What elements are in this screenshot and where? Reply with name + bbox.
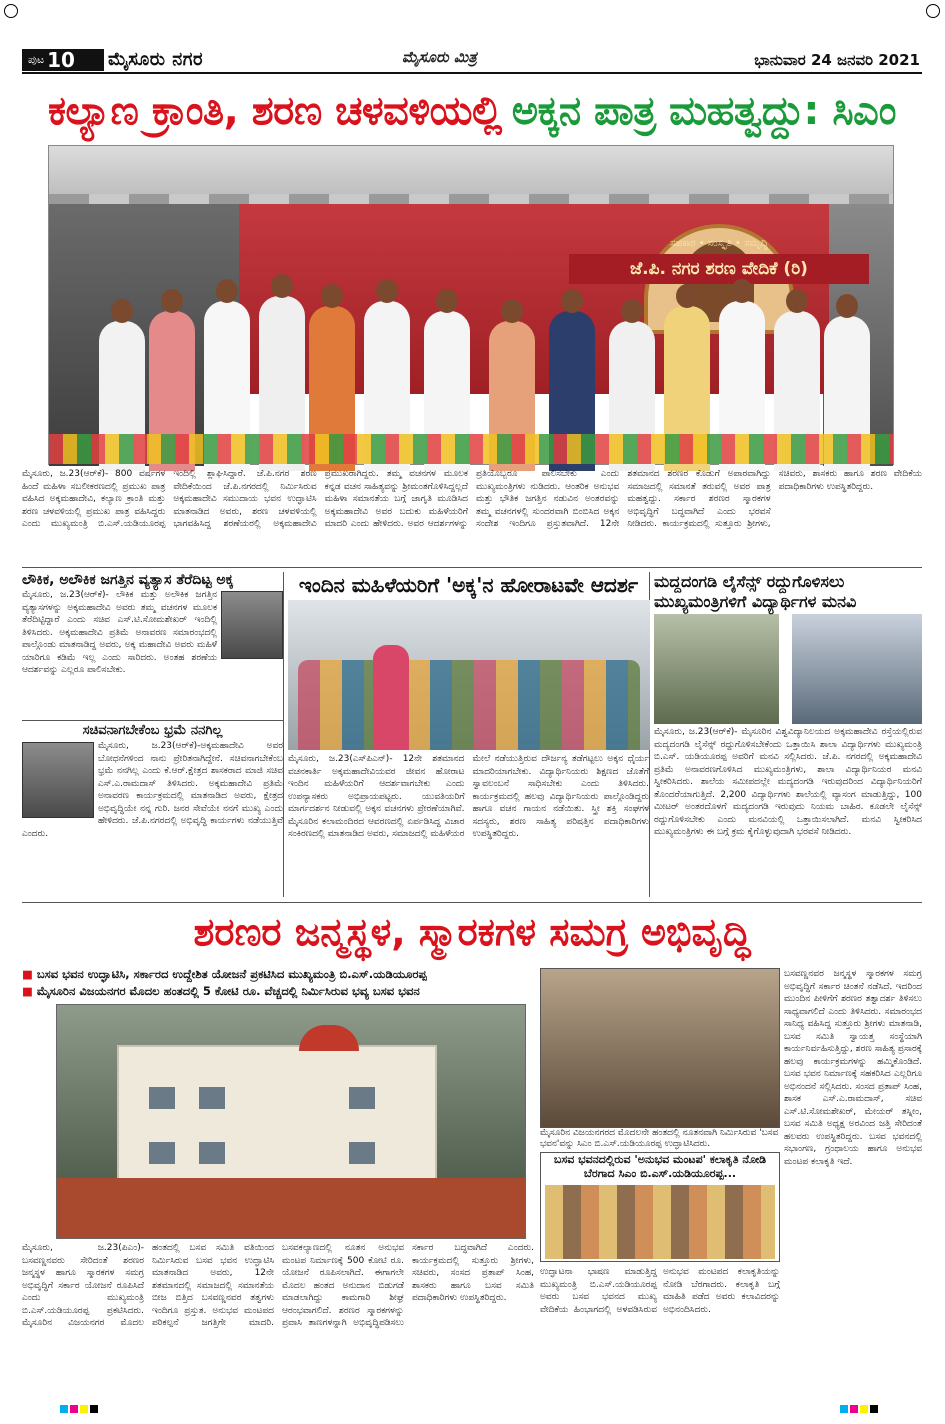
- main-headline: [22, 80, 922, 142]
- registration-mark: [4, 4, 18, 18]
- section-name: ಮೈಸೂರು ನಗರ: [108, 49, 204, 70]
- window: [199, 1087, 225, 1109]
- window: [149, 1142, 175, 1164]
- inset-body: ಉದ್ಘಾಟನಾ ಭಾಷಣ ಮಾಡುತ್ತಿದ್ದ ಮುಖ್ಯಮಂತ್ರಿ ಬಿ.ಎಸ್.ಯಡಿಯೂರಪ್ಪ ಅವರು ಬಸವ ಭವನದ ಮುಖ್ಯ ವೇದಿಕೆಯ ಹಿಂಭಾಗದಲ್ಲಿ ಅಳವಡಿಸಿರುವ ಅನುಭವ ಮಂಟಪದ ಕಲಾಕೃತಿಯನ್ನು ನೋಡಿ ಬೆರಗಾದರು. ಕಲಾಕೃತಿ ಬಗ್ಗೆ ಮಾಹಿತಿ ಪಡೆದ ಅವರು ಕಲಾವಿದರನ್ನು ಅಭಿನಂದಿಸಿದರು.: [540, 1267, 780, 1315]
- page-badge: [22, 49, 104, 71]
- students-photo: [288, 600, 650, 750]
- highlight-bullets: [22, 966, 532, 1000]
- story-left-body: ಮೈಸೂರು, ಜ.23(ಆರ್‌ಕೆ)- ಲೌಕಿಕ ಮತ್ತು ಅಲೌಕಿಕ ಜಗತ್ತಿನ ವ್ಯತ್ಯಾಸಗಳನ್ನು ಅಕ್ಕಮಹಾದೇವಿ ಅವರು ತಮ್ಮ ವಚನಗಳ ಮೂಲಕ ತೆರೆದಿಟ್ಟಿದ್ದಾರೆ ಎಂದು ಸಚಿವ ಎಸ್.ಟಿ.ಸೋಮಶೇಖರ್ ಇಂದಿಲ್ಲಿ ತಿಳಿಸಿದರು. ಅಕ್ಕಮಹಾದೇವಿ ಪ್ರತಿಮೆ ಅನಾವರಣ ಸಮಾರಂಭದಲ್ಲಿ ಪಾಲ್ಗೊಂಡು ಮಾತನಾಡಿದ್ದ ಅವರು, ಅಕ್ಕ ಮಹಾದೇವಿ ಅವರು ಮಹಿಳೆ ಯಾರಿಗೂ ಕಡಿಮೆ ಇಲ್ಲ ಎಂದು ಸಾರಿದರು. ಅಂತಹ ಶರಣೆಯ ಆದರ್ಶವನ್ನು ಎಲ್ಲರೂ ಪಾಲಿಸಬೇಕು.: [22, 590, 217, 675]
- anubhava-mantapa-box: [540, 1152, 780, 1262]
- basava-bhavan-photo: [56, 1004, 526, 1239]
- story-middle-body: ಮೈಸೂರು, ಜ.23(ಎಸ್‌ಪಿಎನ್)- 12ನೇ ಶತಮಾನದ ವಚನಕಾರ್ತಿ ಅಕ್ಕಮಹಾದೇವಿಯವರ ಜೀವನ ಹೋರಾಟ ಇಂದಿನ ಮಹಿಳೆಯರಿಗೆ ಆದರ್ಶವಾಗಬೇಕು ಎಂದು ಉಪನ್ಯಾಸಕರು ಅಭಿಪ್ರಾಯಪಟ್ಟರು. ಯುವತಿಯರಿಗೆ ಮಾರ್ಗದರ್ಶನ ನೀಡುವಲ್ಲಿ ಅಕ್ಕನ ವಚನಗಳು ಪ್ರೇರಣೆಯಾಗಿವೆ. ಮೈಸೂರಿನ ಕಲಾಮಂದಿರದ ಆವರಣದಲ್ಲಿ ಏರ್ಪಡಿಸಿದ್ದ ವಿಚಾರ ಸಂಕಿರಣದಲ್ಲಿ ಮಾತನಾಡಿದ ಅವರು, ಸಮಾಜದಲ್ಲಿ ಮಹಿಳೆಯರ ಮೇಲೆ ನಡೆಯುತ್ತಿರುವ ದೌರ್ಜನ್ಯ ತಡೆಗಟ್ಟಲು ಅಕ್ಕನ ಧೈರ್ಯ ಮಾದರಿಯಾಗಬೇಕು. ವಿದ್ಯಾರ್ಥಿನಿಯರು ಶಿಕ್ಷಣದ ಜೊತೆಗೆ ಸ್ವಾವಲಂಬನೆ ಸಾಧಿಸಬೇಕು ಎಂದು ತಿಳಿಸಿದರು. ಕಾರ್ಯಕ್ರಮದಲ್ಲಿ ಹಲವು ವಿದ್ಯಾರ್ಥಿನಿಯರು ಪಾಲ್ಗೊಂಡಿದ್ದರು ಹಾಗೂ ವಚನ ಗಾಯನ ನಡೆಯಿತು. ಸ್ತ್ರೀ ಶಕ್ತಿ ಸಂಘಗಳ ಸದಸ್ಯರು, ಶರಣ ಸಾಹಿತ್ಯ ಪರಿಷತ್ತಿನ ಪದಾಧಿಕಾರಿಗಳು ಉಪಸ್ಥಿತರಿದ್ದರು.: [288, 754, 649, 839]
- window: [149, 1087, 175, 1109]
- stage-banner: ಜೆ.ಪಿ. ನಗರ ಶರಣ ವೇದಿಕೆ (ರಿ): [569, 254, 869, 284]
- registration-mark: [926, 4, 940, 18]
- right-column-text: ಬಸವಣ್ಣನವರ ಜನ್ಮಸ್ಥಳ ಸ್ಮಾರಕಗಳ ಸಮಗ್ರ ಅಭಿವೃದ್ಧಿಗೆ ಸರ್ಕಾರ ಚಿಂತನೆ ನಡೆಸಿದೆ. ಇದರಿಂದ ಮುಂದಿನ ಪೀಳಿಗೆಗೆ ಶರಣರ ತತ್ವಾದರ್ಶ ತಿಳಿಸಲು ಸಾಧ್ಯವಾಗಲಿದೆ ಎಂದು ತಿಳಿಸಿದರು. ಸಮಾರಂಭದ ಸಾನಿಧ್ಯ ವಹಿಸಿದ್ದ ಸುತ್ತೂರು ಶ್ರೀಗಳು ಮಾತನಾಡಿ, ಬಸವ ಸಮಿತಿ ಸ್ವಾಯತ್ತ ಸಂಸ್ಥೆಯಾಗಿ ಕಾರ್ಯನಿರ್ವಹಿಸುತ್ತಿದ್ದು, ಶರಣ ಸಾಹಿತ್ಯ ಪ್ರಸಾರಕ್ಕೆ ಹಲವು ಕಾರ್ಯಕ್ರಮಗಳನ್ನು ಹಮ್ಮಿಕೊಂಡಿದೆ. ಬಸವ ಭವನ ನಿರ್ಮಾಣಕ್ಕೆ ಸಹಕರಿಸಿದ ಎಲ್ಲರಿಗೂ ಅಭಿನಂದನೆ ಸಲ್ಲಿಸಿದರು. ಸಂಸದ ಪ್ರತಾಪ್ ಸಿಂಹ, ಶಾಸಕ ಎಸ್.ಎ.ರಾಮದಾಸ್, ಸಚಿವ ಎಸ್.ಟಿ.ಸೋಮಶೇಖರ್, ಮೇಯರ್ ತಸ್ನೀಂ, ಬಸವ ಸಮಿತಿ ಅಧ್ಯಕ್ಷ ಅರವಿಂದ ಜತ್ತಿ ಸೇರಿದಂತೆ ಹಲವರು ಉಪಸ್ಥಿತರಿದ್ದರು. ಬಸವ ಭವನದಲ್ಲಿ ಸಭಾಂಗಣ, ಗ್ರಂಥಾಲಯ ಹಾಗೂ ಅನುಭವ ಮಂಟಪ ಕಲಾಕೃತಿ ಇದೆ.: [784, 969, 922, 1167]
- story-right-headline: ಮದ್ದದಂಗಡಿ ಲೈಸೆನ್ಸ್ ರದ್ದುಗೊಳಿಸಲು ಮುಖ್ಯಮಂತ್ರಿಗಳಿಗೆ ವಿದ್ಯಾರ್ಥಿಗಳ ಮನವಿ: [654, 572, 857, 611]
- bullet-item: ■ ಬಸವ ಭವನ ಉದ್ಘಾಟಿಸಿ, ಸರ್ಕಾರದ ಉದ್ದೇಶಿತ ಯೋಜನೆ ಪ್ರಕಟಿಸಿದ ಮುಖ್ಯಮಂತ್ರಿ ಬಿ.ಎಸ್.ಯಡಿಯೂರಪ್ಪ: [22, 966, 532, 983]
- story-middle: [288, 572, 650, 897]
- students-group: [298, 660, 640, 750]
- building-dome: [299, 1025, 359, 1051]
- story-left: [22, 572, 284, 897]
- tent-canopy: [49, 146, 893, 204]
- anubhava-mantapa-artwork: [545, 1185, 775, 1259]
- second-headline: ಶರಣರ ಜನ್ಮಸ್ಥಳ, ಸ್ಮಾರಕಗಳ ಸಮಗ್ರ ಅಭಿವೃದ್ಧಿ: [22, 902, 922, 962]
- story-middle-headline: ಇಂದಿನ ಮಹಿಳೆಯರಿಗೆ 'ಅಕ್ಕ'ನ ಹೋರಾಟವೇ ಆದರ್ಶ: [298, 573, 639, 597]
- building: [117, 1045, 437, 1195]
- lead-story-text: ಮೈಸೂರು, ಜ.23(ಆರ್‌ಕೆ)- 800 ವರ್ಷಗಳ ಹಿಂದೆ ಮಹಿಳಾ ಸಬಲೀಕರಣದಲ್ಲಿ ಪ್ರಮುಖ ಪಾತ್ರ ವಹಿಸಿದ ಅಕ್ಕಮಹಾದೇವಿ, ಕಲ್ಯಾಣ ಕ್ರಾಂತಿ ಮತ್ತು ಶರಣ ಚಳವಳಿಯಲ್ಲಿ ಪ್ರಮುಖ ಪಾತ್ರ ವಹಿಸಿದ್ದರು ಎಂದು ಮುಖ್ಯಮಂತ್ರಿ ಬಿ.ಎಸ್.ಯಡಿಯೂರಪ್ಪ ಇಂದಿಲ್ಲಿ ಶ್ಲಾಘಿಸಿದ್ದಾರೆ. ಜೆ.ಪಿ.ನಗರ ಶರಣ ವೇದಿಕೆಯಿಂದ ಜೆ.ಪಿ.ನಗರದಲ್ಲಿ ನಿರ್ಮಿಸಿರುವ ಅಕ್ಕಮಹಾದೇವಿ ಸಮುದಾಯ ಭವನ ಉದ್ಘಾಟಿಸಿ ಮಾತನಾಡಿದ ಅವರು, ಶರಣ ಚಳವಳಿಯಲ್ಲಿ ಭಾಗವಹಿಸಿದ್ದ ಶರಣೆಯರಲ್ಲಿ ಅಕ್ಕಮಹಾದೇವಿ ಪ್ರಮುಖರಾಗಿದ್ದರು. ತಮ್ಮ ವಚನಗಳ ಮೂಲಕ ಕನ್ನಡ ವಚನ ಸಾಹಿತ್ಯವನ್ನು ಶ್ರೀಮಂತಗೊಳಿಸಿದ್ದಲ್ಲದೆ ಮಹಿಳಾ ಸಮಾನತೆಯ ಬಗ್ಗೆ ಜಾಗೃತಿ ಮೂಡಿಸಿದ ಅಕ್ಕಮಹಾದೇವಿ ಅವರ ಬದುಕು ಮಹಿಳೆಯರಿಗೆ ಮಾದರಿ ಎಂದು ಹೇಳಿದರು. ಅವರ ಆದರ್ಶಗಳನ್ನು ಪ್ರತಿಯೊಬ್ಬರೂ ಪಾಲಿಸಬೇಕು ಎಂದು ಮುಖ್ಯಮಂತ್ರಿಗಳು ನುಡಿದರು. ಆಂತರಿಕ ಅನುಭವ ಮತ್ತು ಭೌತಿಕ ಜಗತ್ತಿನ ನಡುವಿನ ಅಂತರವನ್ನು ತಮ್ಮ ವಚನಗಳಲ್ಲಿ ಸುಂದರವಾಗಿ ಬಿಂಬಿಸಿದ ಅಕ್ಕನ ಸಂದೇಶ ಇಂದಿಗೂ ಪ್ರಸ್ತುತವಾಗಿದೆ. 12ನೇ ಶತಮಾನದ ಶರಣರ ಕೊಡುಗೆ ಅಪಾರವಾಗಿದ್ದು ಸಮಾಜದಲ್ಲಿ ಸಮಾನತೆ ತರುವಲ್ಲಿ ಅವರ ಪಾತ್ರ ಮಹತ್ವದ್ದು. ಸರ್ಕಾರ ಶರಣರ ಸ್ಮಾರಕಗಳ ಅಭಿವೃದ್ಧಿಗೆ ಬದ್ಧವಾಗಿದೆ ಎಂದು ಭರವಸೆ ನೀಡಿದರು. ಕಾರ್ಯಕ್ರಮದಲ್ಲಿ ಸುತ್ತೂರು ಶ್ರೀಗಳು, ಸಚಿವರು, ಶಾಸಕರು ಹಾಗೂ ಶರಣ ವೇದಿಕೆಯ ಪದಾಧಿಕಾರಿಗಳು ಉಪಸ್ಥಿತರಿದ್ದರು.: [22, 468, 922, 568]
- issue-date: ಭಾನುವಾರ 24 ಜನವರಿ 2021: [754, 51, 920, 69]
- color-bar: [840, 1405, 878, 1413]
- main-headline-part1: ಕಲ್ಯಾಣ ಕ್ರಾಂತಿ, ಶರಣ ಚಳವಳಿಯಲ್ಲಿ: [47, 88, 502, 134]
- window: [349, 1087, 375, 1109]
- window: [349, 1142, 375, 1164]
- inauguration-caption: ಮೈಸೂರಿನ ವಿಜಯನಗರದ ಮೊದಲನೇ ಹಂತದಲ್ಲಿ ನೂತನವಾಗಿ ನಿರ್ಮಿಸಿರುವ 'ಬಸವ ಭವನ'ವನ್ನು ಸಿಎಂ ಬಿ.ಎಸ್.ಯಡಿಯೂರಪ್ಪ ಉದ್ಘಾಟಿಸಿದರು.: [540, 1128, 779, 1149]
- color-bar: [60, 1405, 98, 1413]
- story-left-body-2: ಮೈಸೂರು, ಜ.23(ಆರ್‌ಕೆ)-ಅಕ್ಕಮಹಾದೇವಿ ಅವರ ಬೋಧನೆಗಳಿಂದ ನಾನು ಪ್ರೇರಿತನಾಗಿದ್ದೇನೆ. ಸಚಿವನಾಗಬೇಕೆಂಬ ಭ್ರಮೆ ನನಗಿಲ್ಲ ಎಂದು ಕೆ.ಆರ್.ಕ್ಷೇತ್ರದ ಶಾಸಕರಾದ ಮಾಜಿ ಸಚಿವ ಎಸ್.ಎ.ರಾಮದಾಸ್ ತಿಳಿಸಿದರು. ಅಕ್ಕಮಹಾದೇವಿ ಪ್ರತಿಮೆ ಅನಾವರಣ ಕಾರ್ಯಕ್ರಮದಲ್ಲಿ ಮಾತನಾಡಿದ ಅವರು, ಕ್ಷೇತ್ರದ ಅಭಿವೃದ್ಧಿಯೇ ನನ್ನ ಗುರಿ. ಜನರ ಸೇವೆಯೇ ನನಗೆ ಮುಖ್ಯ ಎಂದು ಹೇಳಿದರು. ಜೆ.ಪಿ.ನಗರದಲ್ಲಿ ಅಭಿವೃದ್ಧಿ ಕಾರ್ಯಗಳು ನಡೆಯುತ್ತಿವೆ ಎಂದರು.: [22, 741, 283, 839]
- masthead: [22, 46, 922, 74]
- page-number: 10: [47, 48, 75, 72]
- main-headline-part2: ಅಕ್ಕನ ಪಾತ್ರ ಮಹತ್ವದ್ದು: ಸಿಎಂ: [511, 88, 896, 134]
- speaker-figure: [373, 645, 409, 750]
- inauguration-photo: [540, 968, 780, 1128]
- basava-story-body: ಮೈಸೂರು, ಜ.23(ಪಿಎಂ)- ಬಸವಣ್ಣನವರು ಸೇರಿದಂತೆ ಶರಣರ ಜನ್ಮಸ್ಥಳ ಹಾಗೂ ಸ್ಮಾರಕಗಳ ಸಮಗ್ರ ಅಭಿವೃದ್ಧಿಗೆ ಸರ್ಕಾರ ಯೋಜನೆ ರೂಪಿಸಿದೆ ಎಂದು ಮುಖ್ಯಮಂತ್ರಿ ಬಿ.ಎಸ್.ಯಡಿಯೂರಪ್ಪ ಪ್ರಕಟಿಸಿದರು. ಮೈಸೂರಿನ ವಿಜಯನಗರ ಮೊದಲ ಹಂತದಲ್ಲಿ ಬಸವ ಸಮಿತಿ ವತಿಯಿಂದ ನಿರ್ಮಿಸಿರುವ ಬಸವ ಭವನ ಉದ್ಘಾಟಿಸಿ ಮಾತನಾಡಿದ ಅವರು, 12ನೇ ಶತಮಾನದಲ್ಲಿ ಸಮಾಜದಲ್ಲಿ ಸಮಾನತೆಯ ಬೀಜ ಬಿತ್ತಿದ ಬಸವಣ್ಣನವರ ತತ್ವಗಳು ಇಂದಿಗೂ ಪ್ರಸ್ತುತ. ಅನುಭವ ಮಂಟಪದ ಪರಿಕಲ್ಪನೆ ಜಗತ್ತಿಗೇ ಮಾದರಿ. ಬಸವಕಲ್ಯಾಣದಲ್ಲಿ ನೂತನ ಅನುಭವ ಮಂಟಪ ನಿರ್ಮಾಣಕ್ಕೆ 500 ಕೋಟಿ ರೂ. ಯೋಜನೆ ರೂಪಿಸಲಾಗಿದೆ. ಈಗಾಗಲೇ ಮೊದಲ ಹಂತದ ಅನುದಾನ ಬಿಡುಗಡೆ ಮಾಡಲಾಗಿದ್ದು ಕಾಮಗಾರಿ ಶೀಘ್ರ ಆರಂಭವಾಗಲಿದೆ. ಶರಣರ ಸ್ಮಾರಕಗಳನ್ನು ಪ್ರವಾಸಿ ತಾಣಗಳನ್ನಾಗಿ ಅಭಿವೃದ್ಧಿಪಡಿಸಲು ಸರ್ಕಾರ ಬದ್ಧವಾಗಿದೆ ಎಂದರು. ಕಾರ್ಯಕ್ರಮದಲ್ಲಿ ಸುತ್ತೂರು ಶ್ರೀಗಳು, ಸಚಿವರು, ಸಂಸದ ಪ್ರತಾಪ್ ಸಿಂಹ, ಶಾಸಕರು ಹಾಗೂ ಬಸವ ಸಮಿತಿ ಪದಾಧಿಕಾರಿಗಳು ಉಪಸ್ಥಿತರಿದ್ದರು.: [22, 1243, 534, 1328]
- story-right-body: ಮೈಸೂರು, ಜ.23(ಆರ್‌ಕೆ)- ಮೈಸೂರಿನ ವಿಶ್ವವಿದ್ಯಾನಿಲಯದ ಅಕ್ಕಮಹಾದೇವಿ ರಸ್ತೆಯಲ್ಲಿರುವ ಮದ್ಯದಂಗಡಿ ಲೈಸೆನ್ಸ್ ರದ್ದುಗೊಳಿಸಬೇಕೆಂದು ಒತ್ತಾಯಿಸಿ ಶಾಲಾ ವಿದ್ಯಾರ್ಥಿಗಳು ಮುಖ್ಯಮಂತ್ರಿ ಬಿ.ಎಸ್. ಯಡಿಯೂರಪ್ಪ ಅವರಿಗೆ ಮನವಿ ಸಲ್ಲಿಸಿದರು. ಜೆ.ಪಿ. ನಗರದಲ್ಲಿ ಅಕ್ಕಮಹಾದೇವಿ ಪ್ರತಿಮೆ ಅನಾವರಣಗೊಳಿಸಿದ ಮುಖ್ಯಮಂತ್ರಿಗಳು, ಶಾಲಾ ವಿದ್ಯಾರ್ಥಿನಿಯರ ಮನವಿ ಸ್ವೀಕರಿಸಿದರು. ಶಾಲೆಯ ಸಮೀಪದಲ್ಲೇ ಮದ್ಯದಂಗಡಿ ಇರುವುದರಿಂದ ವಿದ್ಯಾರ್ಥಿನಿಯರಿಗೆ ತೊಂದರೆಯಾಗುತ್ತಿದೆ. 2,200 ವಿದ್ಯಾರ್ಥಿಗಳು ಶಾಲೆಯಲ್ಲಿ ವ್ಯಾಸಂಗ ಮಾಡುತ್ತಿದ್ದು, 100 ಮೀಟರ್ ಅಂತರದೊಳಗೆ ಮದ್ಯದಂಗಡಿ ಇರುವುದು ನಿಯಮ ಬಾಹಿರ. ಕೂಡಲೇ ಲೈಸೆನ್ಸ್ ರದ್ದುಗೊಳಿಸಬೇಕು ಎಂದು ಮನವಿಯಲ್ಲಿ ಒತ್ತಾಯಿಸಲಾಗಿದೆ. ಮನವಿ ಸ್ವೀಕರಿಸಿದ ಮುಖ್ಯಮಂತ್ರಿಗಳು ಈ ಬಗ್ಗೆ ಕ್ರಮ ಕೈಗೊಳ್ಳುವುದಾಗಿ ಭರವಸೆ ನೀಡಿದರು.: [654, 727, 922, 837]
- stage-banner-subtitle: ಸಹಕಾರ • ಸಂಸ್ಕೃತಿ • ಸಮೃದ್ಧಿ: [669, 238, 768, 249]
- petition-photo: [792, 614, 922, 724]
- flower-decoration: [49, 434, 893, 464]
- page-label: ಪುಟ: [28, 53, 45, 66]
- anubhava-mantapa-title: ಬಸವ ಭವನದಲ್ಲಿರುವ 'ಅನುಭವ ಮಂಟಪ' ಕಲಾಕೃತಿ ನೋಡಿ ಬೆರಗಾದ ಸಿಎಂ ಬಿ.ಎಸ್.ಯಡಿಯೂರಪ್ಪ...: [553, 1153, 767, 1180]
- window: [199, 1142, 225, 1164]
- cm-photo: [654, 614, 779, 724]
- story-left-headline: ಲೌಕಿಕ, ಅಲೌಕಿಕ ಜಗತ್ತಿನ ವ್ಯತ್ಯಾಸ ತೆರೆದಿಟ್ಟ ಅಕ್ಕ: [22, 572, 234, 588]
- story-left-subheadline: ಸಚಿವನಾಗಬೇಕೆಂಬ ಭ್ರಮೆ ನನಗಿಲ್ಲ: [22, 720, 283, 738]
- bullet-item: ■ ಮೈಸೂರಿನ ವಿಜಯನಗರ ಮೊದಲ ಹಂತದಲ್ಲಿ 5 ಕೋಟಿ ರೂ. ವೆಚ್ಚದಲ್ಲಿ ನಿರ್ಮಿಸಿರುವ ಭವ್ಯ ಬಸವ ಭವನ: [22, 983, 532, 1000]
- mla-photo: [22, 742, 94, 818]
- minister-photo: [221, 591, 283, 659]
- story-right: [654, 572, 922, 897]
- lead-photo: [48, 145, 894, 465]
- ground: [57, 1178, 525, 1238]
- newspaper-name: ಮೈಸೂರು ಮಿತ್ರ: [402, 48, 477, 66]
